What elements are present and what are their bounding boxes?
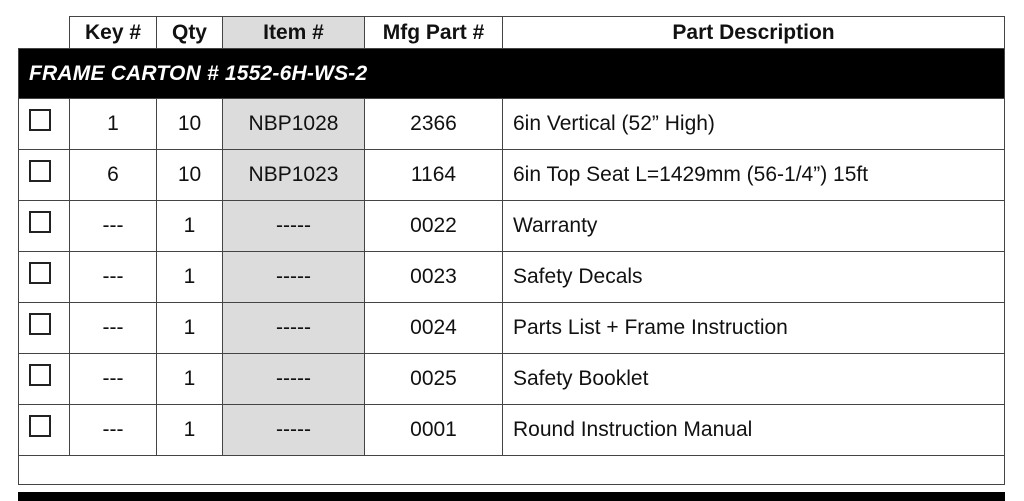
description-cell: Warranty (503, 201, 1005, 252)
checkbox-cell (19, 354, 70, 405)
item-cell: NBP1023 (223, 150, 365, 201)
mfg-part-cell: 2366 (365, 99, 503, 150)
description-cell: Parts List + Frame Instruction (503, 303, 1005, 354)
mfg-part-cell: 0022 (365, 201, 503, 252)
qty-cell: 10 (157, 99, 223, 150)
mfg-part-cell: 0024 (365, 303, 503, 354)
qty-cell: 1 (157, 303, 223, 354)
item-cell: ----- (223, 252, 365, 303)
item-cell: ----- (223, 405, 365, 456)
row-checkbox[interactable] (29, 313, 51, 335)
row-checkbox[interactable] (29, 160, 51, 182)
mfg-part-cell: 0001 (365, 405, 503, 456)
qty-column-header: Qty (157, 17, 223, 49)
header-row (19, 17, 1005, 49)
row-checkbox[interactable] (29, 415, 51, 437)
qty-cell: 10 (157, 150, 223, 201)
checkbox-cell (19, 150, 70, 201)
row-checkbox[interactable] (29, 262, 51, 284)
parts-table (18, 16, 1005, 485)
description-cell: 6in Top Seat L=1429mm (56-1/4”) 15ft (503, 150, 1005, 201)
key-cell: --- (70, 201, 157, 252)
empty-row-cell (19, 456, 1005, 485)
key-cell: 1 (70, 99, 157, 150)
qty-cell: 1 (157, 252, 223, 303)
qty-cell: 1 (157, 201, 223, 252)
checkbox-cell (19, 303, 70, 354)
description-column-header: Part Description (503, 17, 1005, 49)
next-section-bar (18, 492, 1005, 501)
table-row (19, 201, 1005, 252)
key-column-header: Key # (70, 17, 157, 49)
table-row (19, 252, 1005, 303)
row-checkbox[interactable] (29, 211, 51, 233)
description-cell: 6in Vertical (52” High) (503, 99, 1005, 150)
key-cell: --- (70, 405, 157, 456)
description-cell: Safety Booklet (503, 354, 1005, 405)
row-checkbox[interactable] (29, 109, 51, 131)
item-cell: ----- (223, 303, 365, 354)
item-column-header: Item # (223, 17, 365, 49)
mfg-part-column-header: Mfg Part # (365, 17, 503, 49)
description-cell: Safety Decals (503, 252, 1005, 303)
checkbox-column-header (19, 17, 70, 49)
description-cell: Round Instruction Manual (503, 405, 1005, 456)
key-cell: --- (70, 354, 157, 405)
qty-cell: 1 (157, 405, 223, 456)
table-row (19, 303, 1005, 354)
checkbox-cell (19, 201, 70, 252)
item-cell: ----- (223, 354, 365, 405)
mfg-part-cell: 1164 (365, 150, 503, 201)
table-row (19, 405, 1005, 456)
key-cell: --- (70, 252, 157, 303)
item-cell: ----- (223, 201, 365, 252)
checkbox-cell (19, 99, 70, 150)
empty-row (19, 456, 1005, 485)
item-cell: NBP1028 (223, 99, 365, 150)
parts-list-sheet (18, 16, 1004, 501)
mfg-part-cell: 0023 (365, 252, 503, 303)
table-row (19, 99, 1005, 150)
checkbox-cell (19, 252, 70, 303)
table-row (19, 354, 1005, 405)
key-cell: --- (70, 303, 157, 354)
table-row (19, 150, 1005, 201)
qty-cell: 1 (157, 354, 223, 405)
section-header-row (19, 49, 1005, 99)
section-title: FRAME CARTON # 1552-6H-WS-2 (19, 49, 1005, 99)
key-cell: 6 (70, 150, 157, 201)
checkbox-cell (19, 405, 70, 456)
mfg-part-cell: 0025 (365, 354, 503, 405)
row-checkbox[interactable] (29, 364, 51, 386)
